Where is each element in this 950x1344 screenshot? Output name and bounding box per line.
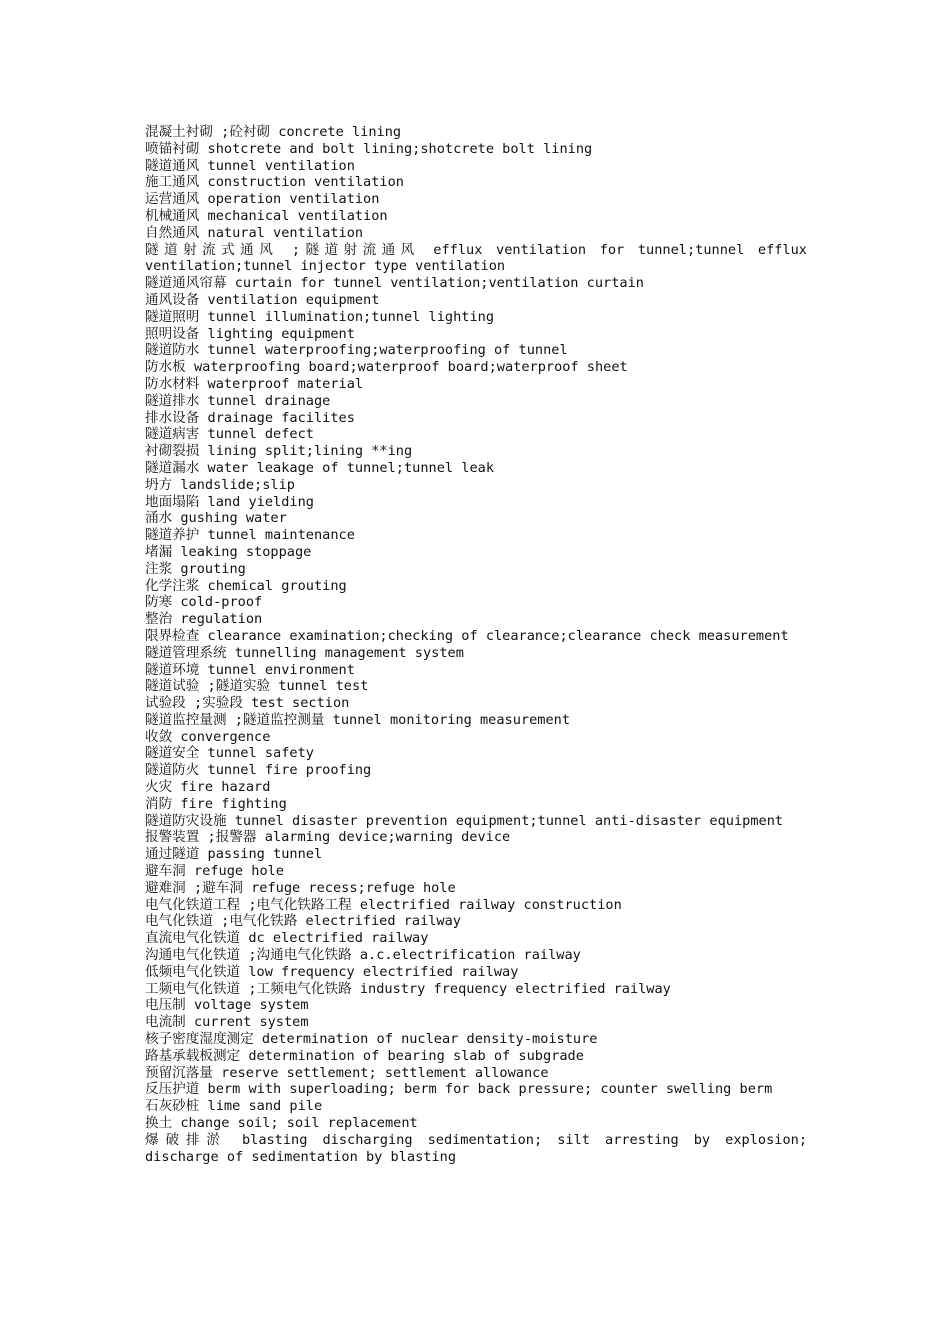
glossary-entry: 电流制 current system xyxy=(145,1014,309,1031)
glossary-entry: 隧道环境 tunnel environment xyxy=(145,661,355,678)
glossary-entry: 涌水 gushing water xyxy=(145,510,287,527)
glossary-entry: 路基承载板测定 determination of bearing slab of subgrade xyxy=(145,1047,584,1064)
glossary-entry: 排水设备 drainage facilites xyxy=(145,409,355,426)
glossary-entry: 直流电气化铁道 dc electrified railway xyxy=(145,930,429,947)
glossary-entry: 低频电气化铁道 low frequency electrified railway xyxy=(145,963,519,980)
glossary-entry: 隧道监控量测 ;隧道监控测量 tunnel monitoring measurement xyxy=(145,711,571,728)
glossary-entry: 避难洞 ;避车洞 refuge recess;refuge hole xyxy=(145,879,456,896)
glossary-entry: 隧道通风 tunnel ventilation xyxy=(145,157,355,174)
glossary-entry: 注浆 grouting xyxy=(145,560,246,577)
glossary-entry: 反压护道 berm with superloading; berm for back pressure; counter swelling berm xyxy=(145,1081,773,1098)
glossary-entry: 预留沉落量 reserve settlement; settlement allowance xyxy=(145,1064,549,1081)
glossary-entry: 工频电气化铁道 ;工频电气化铁路 industry frequency electrified railway xyxy=(145,980,671,997)
glossary-entry: 收敛 convergence xyxy=(145,728,271,745)
glossary-entry: 堵漏 leaking stoppage xyxy=(145,543,312,560)
glossary-entry: 隧道漏水 water leakage of tunnel;tunnel leak xyxy=(145,459,495,476)
glossary-entry: 防水材料 waterproof material xyxy=(145,375,364,392)
glossary-entry: 沟通电气化铁道 ;沟通电气化铁路 a.c.electrification railway xyxy=(145,947,581,964)
glossary-entry: 通过隧道 passing tunnel xyxy=(145,846,323,863)
glossary-entry: 喷锚衬砌 shotcrete and bolt lining;shotcrete bolt lining xyxy=(145,140,593,157)
glossary-entry: 隧道管理系统 tunnelling management system xyxy=(145,644,464,661)
glossary-entry: 隧道安全 tunnel safety xyxy=(145,745,314,762)
glossary-entry: 电压制 voltage system xyxy=(145,997,309,1014)
glossary-entry: 隧道照明 tunnel illumination;tunnel lighting xyxy=(145,308,495,325)
glossary-entry: 核子密度湿度测定 determination of nuclear density-moisture xyxy=(145,1031,598,1048)
glossary-entry: 隧道防灾设施 tunnel disaster prevention equipment;tunnel anti-disaster equipment xyxy=(145,812,784,829)
glossary-entry: 隧道通风帘幕 curtain for tunnel ventilation;ventilation curtain xyxy=(145,275,644,292)
glossary-entry: 火灾 fire hazard xyxy=(145,779,271,796)
glossary-entry: 防寒 cold-proof xyxy=(145,594,263,611)
glossary-entry: 消防 fire fighting xyxy=(145,795,287,812)
glossary-entry: 避车洞 refuge hole xyxy=(145,863,284,880)
glossary-entry: 换土 change soil; soil replacement xyxy=(145,1115,418,1132)
glossary-entry: 运营通风 operation ventilation xyxy=(145,191,380,208)
glossary-entry: 隧道防水 tunnel waterproofing;waterproofing of tunnel xyxy=(145,342,568,359)
glossary-entry: 隧道病害 tunnel defect xyxy=(145,426,314,443)
glossary-entry: 电气化铁道 ;电气化铁路 electrified railway xyxy=(145,913,461,930)
glossary-entry: 爆破排淤 blasting discharging sedimentation; silt arresting by explosion; discharge of sedimentation by blasting xyxy=(145,1131,807,1165)
glossary-entry: 隧道射流式通风 ;隧道射流通风 efflux ventilation for tunnel;tunnel efflux ventilation;tunnel injector type ventilation xyxy=(145,241,807,275)
glossary-entry: 整治 regulation xyxy=(145,611,263,628)
glossary-entry: 混凝土衬砌 ;砼衬砌 concrete lining xyxy=(145,124,402,140)
glossary-entry: 隧道试验 ;隧道实验 tunnel test xyxy=(145,678,369,695)
glossary-entry: 自然通风 natural ventilation xyxy=(145,224,364,241)
glossary-entry: 隧道养护 tunnel maintenance xyxy=(145,527,355,544)
glossary-entry: 照明设备 lighting equipment xyxy=(145,325,355,342)
glossary-entry: 隧道防火 tunnel fire proofing xyxy=(145,762,372,779)
glossary-entry: 试验段 ;实验段 test section xyxy=(145,695,350,712)
glossary-entry: 机械通风 mechanical ventilation xyxy=(145,207,388,224)
glossary-entry: 隧道排水 tunnel drainage xyxy=(145,392,331,409)
glossary-entry: 石灰砂桩 lime sand pile xyxy=(145,1098,323,1115)
glossary-entry: 报警装置 ;报警器 alarming device;warning device xyxy=(145,829,511,846)
glossary-entry: 地面塌陷 land yielding xyxy=(145,493,314,510)
glossary-entry: 衬砌裂损 lining split;lining **ing xyxy=(145,443,413,460)
glossary-entry: 坍方 landslide;slip xyxy=(145,476,295,493)
glossary-entry: 化学注浆 chemical grouting xyxy=(145,577,347,594)
glossary-list xyxy=(145,124,807,1165)
glossary-entry: 限界检查 clearance examination;checking of clearance;clearance check measurement xyxy=(145,627,789,644)
glossary-entry: 电气化铁道工程 ;电气化铁路工程 electrified railway construction xyxy=(145,896,622,913)
glossary-entry: 防水板 waterproofing board;waterproof board;waterproof sheet xyxy=(145,359,628,376)
glossary-entry: 通风设备 ventilation equipment xyxy=(145,291,380,308)
glossary-entry: 施工通风 construction ventilation xyxy=(145,174,404,191)
